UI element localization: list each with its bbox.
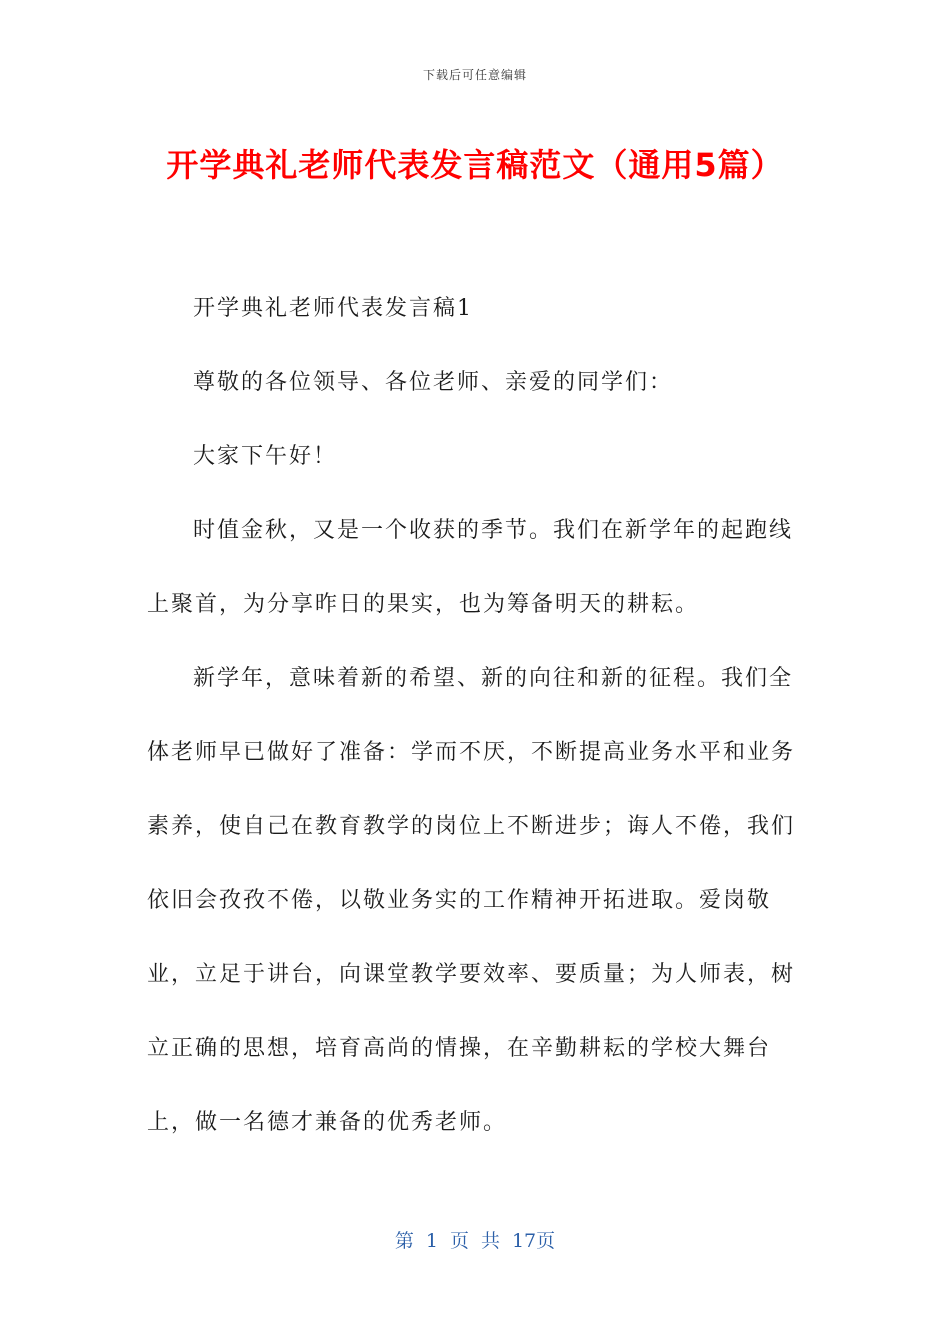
salutation-paragraph: 尊敬的各位领导、各位老师、亲爱的同学们： — [193, 370, 674, 395]
document-title: 开学典礼老师代表发言稿范文（通用5篇） — [166, 146, 784, 184]
body-paragraph: 时值金秋，又是一个收获的季节。我们在新学年的起跑线上聚首，为分享昨日的果实，也为筹备明天的耕耘。 — [147, 518, 794, 617]
section-heading: 开学典礼老师代表发言稿1 — [193, 296, 473, 321]
header-note: 下载后可任意编辑 — [422, 68, 527, 82]
footer-page-label: 页 — [449, 1230, 469, 1252]
body-paragraph: 新学年，意味着新的希望、新的向往和新的征程。我们全体老师早已做好了准备：学而不厌，不断提高业务水平和业务素养，使自己在教育教学的岗位上不断进步；诲人不倦，我们依旧会孜孜不倦，以敬业务实的工作精神开拓进取。爱岗敬业，立足于讲台，向课堂教学要效率、要质量；为人师表，树立正确的思想，培育高尚的情操，在辛勤耕耘的学校大舞台上，做一名德才兼备的优秀老师。 — [147, 666, 796, 1135]
greeting-paragraph: 大家下午好！ — [193, 444, 338, 469]
total-pages: 17页 — [511, 1230, 556, 1252]
document-body — [147, 272, 807, 1160]
page-number-footer — [0, 1226, 950, 1253]
footer-total-label: 共 — [480, 1230, 500, 1252]
footer-prefix: 第 — [394, 1230, 414, 1252]
current-page-number: 1 — [425, 1230, 438, 1252]
